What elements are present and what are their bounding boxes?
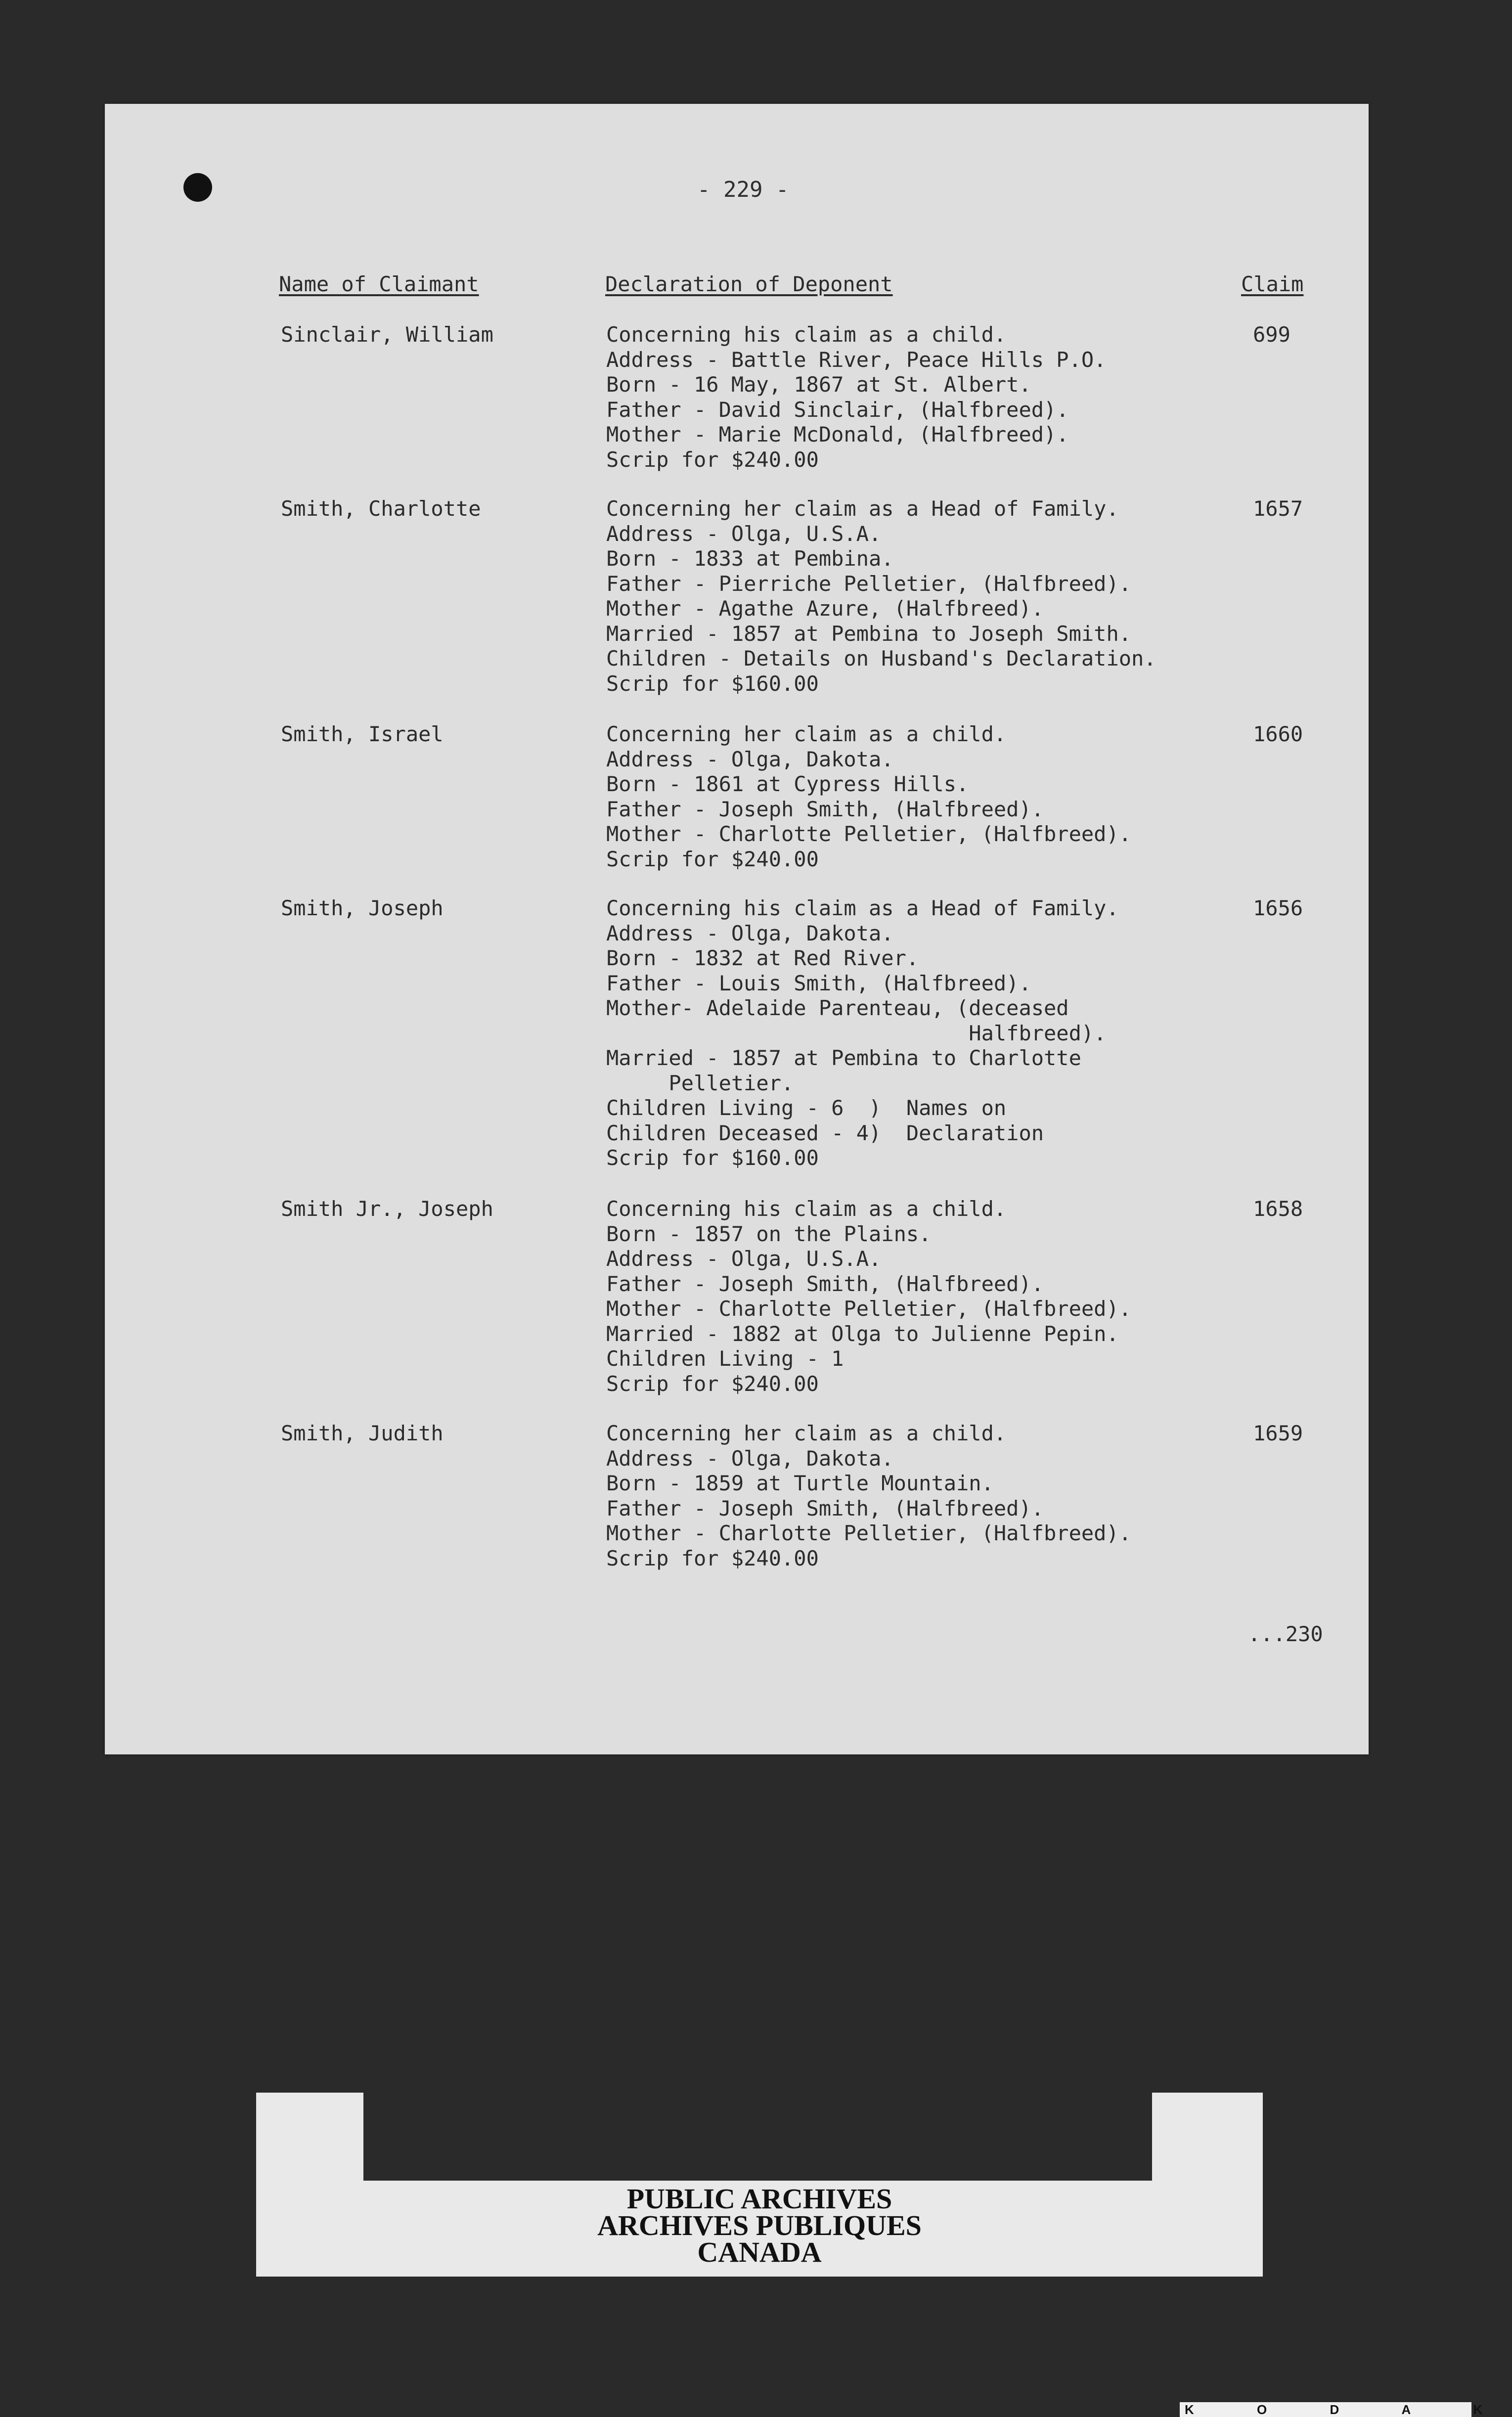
declaration-line: Scrip for $240.00 [606, 1371, 819, 1396]
claimant-name: Smith, Israel [281, 722, 444, 746]
declaration-line: Born - 1859 at Turtle Mountain. [606, 1471, 994, 1495]
declaration-line: Father - Joseph Smith, (Halfbreed). [606, 797, 1044, 821]
declaration-line: Children Living - 1 [606, 1346, 844, 1371]
declaration-line: Scrip for $240.00 [606, 1546, 819, 1570]
declaration-line: Married - 1857 at Pembina to Joseph Smith. [606, 621, 1132, 646]
declaration-line: Mother- Adelaide Parenteau, (deceased [606, 996, 1069, 1020]
archives-line-fr: ARCHIVES PUBLIQUES [597, 2209, 922, 2241]
declaration-line: Children - Details on Husband's Declaration. [606, 646, 1156, 671]
declaration-line: Scrip for $160.00 [606, 1146, 819, 1170]
film-edge-marking: K O D A K [1180, 2402, 1471, 2417]
claim-number: 699 [1253, 322, 1290, 347]
header-claimant: Name of Claimant [279, 272, 479, 296]
declaration-line: Concerning his claim as a child. [606, 322, 1007, 347]
punch-hole [183, 173, 212, 202]
declaration-line: Father - David Sinclair, (Halfbreed). [606, 397, 1069, 422]
header-claim: Claim [1241, 272, 1304, 296]
declaration-line: Born - 1861 at Cypress Hills. [606, 772, 969, 796]
declaration-line: Address - Olga, U.S.A. [606, 1247, 882, 1271]
declaration-line: Born - 1832 at Red River. [606, 946, 919, 970]
declaration-lines [606, 722, 1131, 872]
declaration-line: Born - 1857 on the Plains. [606, 1221, 932, 1246]
declaration-line: Scrip for $240.00 [606, 447, 819, 472]
declaration-line: Children Living - 6 ) Names on [606, 1096, 1007, 1120]
declaration-line: Married - 1882 at Olga to Julienne Pepin. [606, 1321, 1119, 1346]
declaration-line: Address - Battle River, Peace Hills P.O. [606, 347, 1107, 372]
declaration-line: Mother - Charlotte Pelletier, (Halfbreed). [606, 822, 1132, 846]
declaration-line: Concerning her claim as a child. [606, 722, 1007, 746]
archives-line-en: PUBLIC ARCHIVES [626, 2183, 892, 2215]
declaration-line: Concerning her claim as a child. [606, 1421, 1007, 1445]
declaration-line: Scrip for $240.00 [606, 847, 819, 871]
claim-number: 1659 [1253, 1421, 1303, 1445]
archives-line-country: CANADA [697, 2236, 822, 2268]
declaration-line: Born - 16 May, 1867 at St. Albert. [606, 372, 1031, 397]
declaration-line: Born - 1833 at Pembina. [606, 546, 894, 571]
declaration-lines [606, 1197, 1131, 1396]
declaration-line: Children Deceased - 4) Declaration [606, 1120, 1044, 1145]
declaration-line: Address - Olga, Dakota. [606, 921, 894, 945]
claimant-name: Sinclair, William [281, 322, 493, 347]
declaration-line: Mother - Agathe Azure, (Halfbreed). [606, 596, 1044, 621]
declaration-line: Scrip for $160.00 [606, 671, 819, 696]
declaration-line: Concerning his claim as a Head of Family. [606, 896, 1119, 920]
declaration-lines [606, 896, 1119, 1171]
declaration-line: Address - Olga, Dakota. [606, 1446, 894, 1471]
declaration-line: Concerning his claim as a child. [606, 1197, 1007, 1221]
archives-card-notch [363, 2087, 1152, 2181]
declaration-line: Mother - Charlotte Pelletier, (Halfbreed). [606, 1521, 1132, 1545]
claim-number: 1656 [1253, 896, 1303, 920]
declaration-lines [606, 496, 1156, 696]
declaration-line: Address - Olga, U.S.A. [606, 521, 882, 546]
continued-page-marker: ...230 [1248, 1622, 1323, 1646]
declaration-line: Father - Joseph Smith, (Halfbreed). [606, 1496, 1044, 1521]
declaration-lines [606, 1421, 1131, 1571]
declaration-lines [606, 322, 1106, 472]
claimant-name: Smith Jr., Joseph [281, 1197, 493, 1221]
declaration-line: Married - 1857 at Pembina to Charlotte [606, 1046, 1081, 1070]
declaration-line: Address - Olga, Dakota. [606, 747, 894, 771]
declaration-line: Pelletier. [606, 1071, 794, 1095]
page-number: - 229 - [697, 177, 789, 202]
claim-number: 1660 [1253, 722, 1303, 746]
declaration-line: Father - Joseph Smith, (Halfbreed). [606, 1271, 1044, 1296]
declaration-line: Concerning her claim as a Head of Family. [606, 496, 1119, 521]
claimant-name: Smith, Charlotte [281, 496, 481, 521]
declaration-line: Father - Pierriche Pelletier, (Halfbreed). [606, 571, 1132, 596]
declaration-line: Mother - Marie McDonald, (Halfbreed). [606, 422, 1069, 447]
claim-number: 1658 [1253, 1197, 1303, 1221]
declaration-line: Halfbreed). [606, 1021, 1107, 1045]
claimant-name: Smith, Judith [281, 1421, 444, 1445]
claim-number: 1657 [1253, 496, 1303, 521]
declaration-line: Mother - Charlotte Pelletier, (Halfbreed). [606, 1297, 1132, 1321]
claimant-name: Smith, Joseph [281, 896, 444, 920]
declaration-line: Father - Louis Smith, (Halfbreed). [606, 971, 1031, 995]
archives-stamp [512, 2183, 1007, 2268]
header-declaration: Declaration of Deponent [605, 272, 893, 296]
